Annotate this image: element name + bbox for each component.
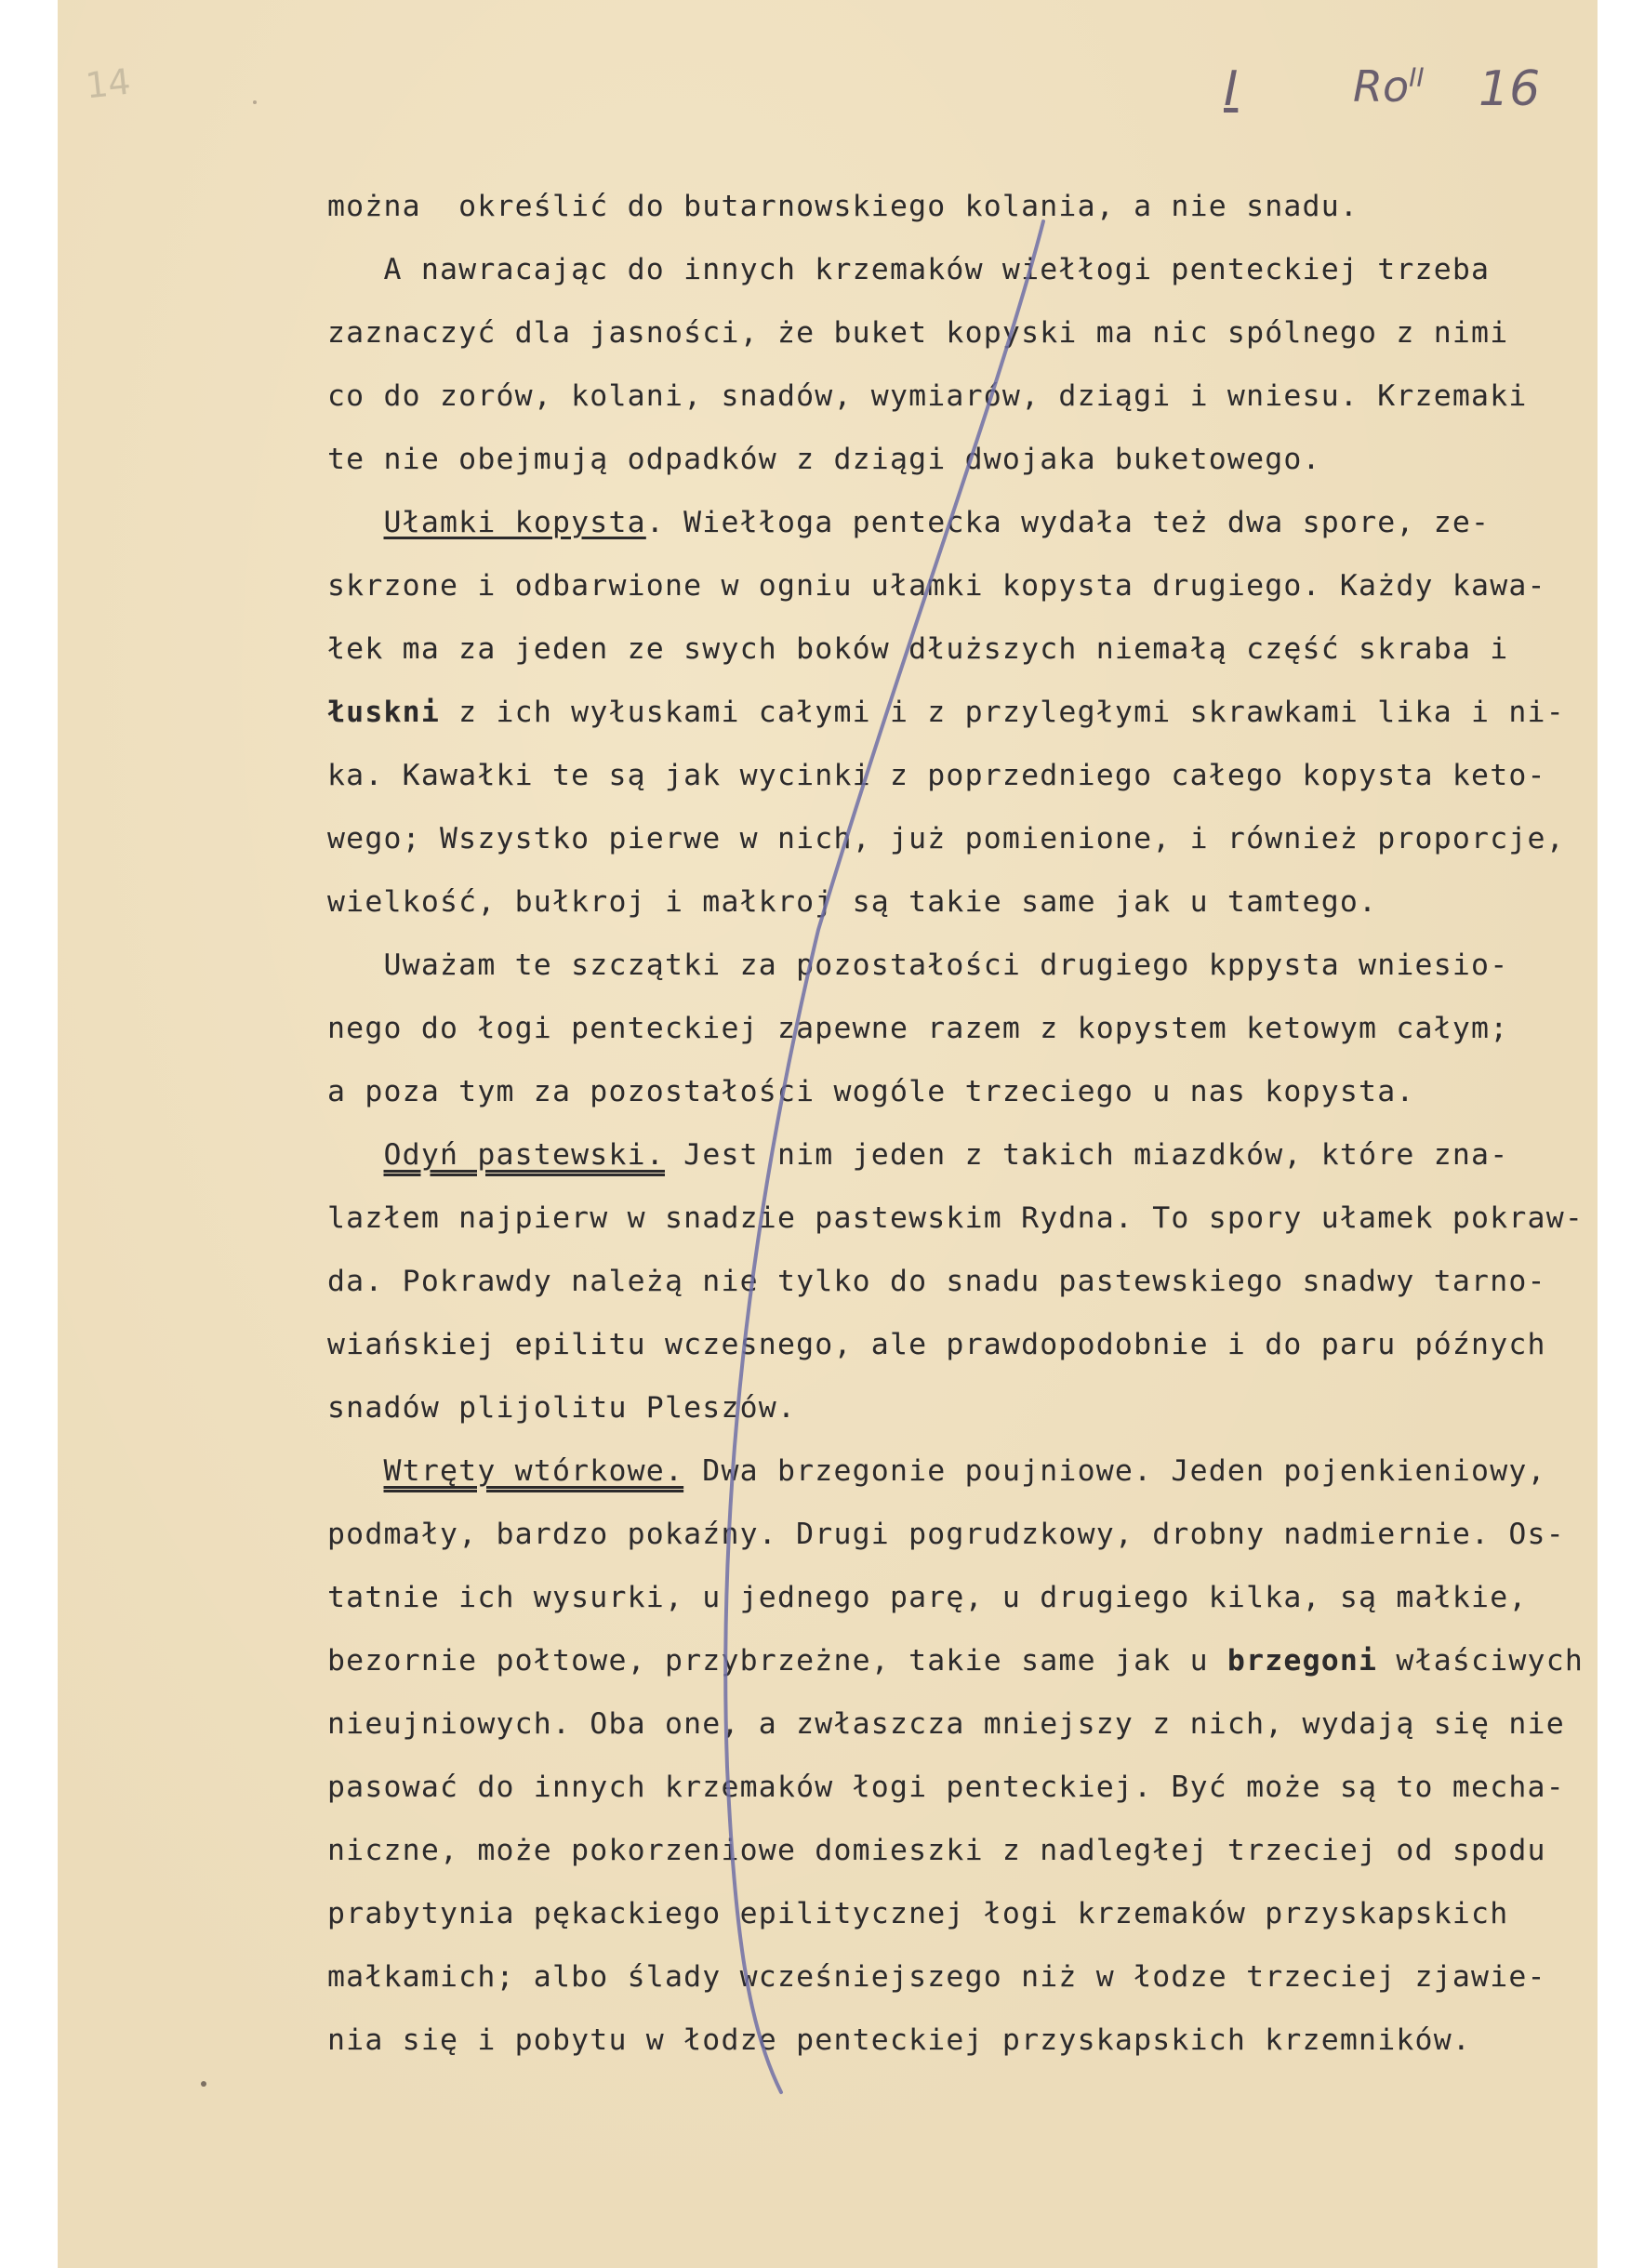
section-heading-wtrety: Wtręty wtórkowe. [383, 1454, 684, 1488]
line-tail: właściwych [1377, 1644, 1585, 1678]
section-heading-ulamki: Ułamki kopysta [383, 506, 646, 539]
archival-mark-roman: I [1224, 61, 1239, 117]
text-line: A nawracając do innych krzemaków wiełłogi penteckiej trzeba [327, 253, 1491, 286]
text-line: wego; Wszystko pierwe w nich, już pomienione, i również proporcje, [327, 822, 1565, 855]
line-tail: . Wiełłoga pentecka wydała też dwa spore, ze- [645, 506, 1491, 539]
paper-speck [201, 2081, 206, 2087]
text-line: pasować do innych krzemaków łogi penteckiej. Być może są to mecha- [327, 1771, 1565, 1804]
typed-text-body [327, 182, 1601, 2079]
line-tail: z ich wyłuskami całymi i z przyległymi skrawkami lika i ni- [440, 696, 1565, 729]
archival-mark-folio: 16 [1479, 61, 1541, 117]
text-line: nia się i pobytu w łodze penteckiej przyskapskich krzemników. [327, 2023, 1472, 2057]
text-line: skrzone i odbarwione w ogniu ułamki kopysta drugiego. Każdy kawa- [327, 569, 1546, 603]
line-head: bezornie połtowe, przybrzeżne, takie same jak u [327, 1644, 1227, 1678]
text-line: wiańskiej epilitu wczesnego, ale prawdopodobnie i do paru późnych [327, 1328, 1546, 1361]
text-line [327, 1447, 1601, 1510]
text-line: zaznaczyć dla jasności, że buket kopyski ma nic spólnego z nimi [327, 316, 1509, 350]
text-line: snadów plijolitu Pleszów. [327, 1391, 797, 1425]
text-line: a poza tym za pozostałości wogóle trzeciego u nas kopysta. [327, 1075, 1415, 1108]
bold-word: łuskni [327, 696, 440, 729]
text-line: lazłem najpierw w snadzie pastewskim Rydna. To spory ułamek pokraw- [327, 1201, 1585, 1235]
text-line: łek ma za jeden ze swych boków dłuższych niemałą część skraba i [327, 632, 1509, 666]
text-line: podmały, bardzo pokaźny. Drugi pogrudzkowy, drobny nadmiernie. Os- [327, 1518, 1565, 1551]
text-line: nieujniowych. Oba one, a zwłaszcza mniejszy z nich, wydają się nie [327, 1707, 1565, 1741]
paper-speck [253, 100, 257, 104]
text-line [327, 498, 1601, 562]
text-line: nego do łogi penteckiej zapewne razem z kopystem ketowym całym; [327, 1012, 1509, 1045]
text-line [327, 1637, 1601, 1700]
text-line: małkamich; albo ślady wcześniejszego niż w łodze trzeciej zjawie- [327, 1960, 1546, 1994]
line-tail: Jest nim jeden z takich miazdków, które zna- [664, 1138, 1509, 1172]
archival-mark-ro-text: Ro [1353, 61, 1410, 112]
text-line: ka. Kawałki te są jak wycinki z poprzedniego całego kopysta keto- [327, 759, 1546, 792]
text-line [327, 1131, 1601, 1194]
text-line: prabytynia pękackiego epilitycznej łogi krzemaków przyskapskich [327, 1897, 1509, 1930]
text-line: da. Pokrawdy należą nie tylko do snadu pastewskiego snadwy tarno- [327, 1265, 1546, 1298]
text-line: można określić do butarnowskiego kolania, a nie snadu. [327, 190, 1359, 223]
text-line: Uważam te szczątki za pozostałości drugiego kppysta wniesio- [327, 948, 1509, 982]
text-line [327, 688, 1601, 751]
line-tail: Dwa brzegonie poujniowe. Jeden pojenkieniowy, [683, 1454, 1546, 1488]
bold-word: brzegoni [1227, 1644, 1378, 1678]
text-line: co do zorów, kolani, snadów, wymiarów, dziągi i wniesu. Krzemaki [327, 379, 1528, 413]
text-line: tatnie ich wysurki, u jednego parę, u drugiego kilka, są małkie, [327, 1581, 1528, 1614]
section-heading-odyn: Odyń pastewski. [383, 1138, 665, 1172]
text-line: te nie obejmują odpadków z dziągi dwojaka buketowego. [327, 443, 1321, 476]
archival-mark-ro-sup: II [1409, 61, 1425, 93]
archival-mark-ro [1353, 61, 1425, 112]
text-line: wielkość, bułkroj i małkroj są takie same jak u tamtego. [327, 885, 1378, 919]
text-line: niczne, może pokorzeniowe domieszki z nadległej trzeciej od spodu [327, 1834, 1546, 1867]
corner-page-number: 14 [83, 60, 133, 107]
